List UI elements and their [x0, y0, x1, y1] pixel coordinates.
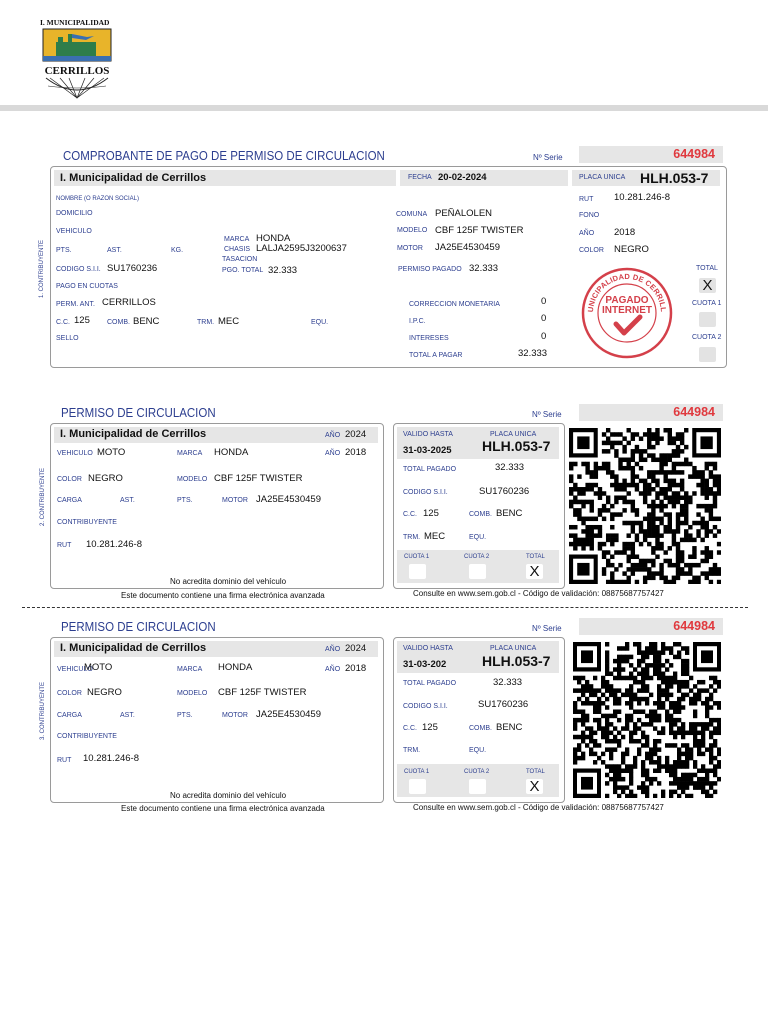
- cuota2-label: CUOTA 2: [464, 769, 490, 775]
- total-check: [699, 278, 716, 293]
- color-value: NEGRO: [614, 244, 649, 255]
- intereses-label: INTERESES: [409, 335, 449, 342]
- stamp-check-icon: [616, 317, 640, 333]
- no-acredita-text: No acredita dominio del vehículo: [170, 577, 287, 586]
- cuota2-check: [469, 779, 486, 794]
- modelo-label: MODELO: [177, 476, 208, 483]
- cut-line: [22, 607, 748, 608]
- marca-value: HONDA: [256, 233, 291, 244]
- anio-label: AÑO: [579, 230, 595, 237]
- cc-value: 125: [422, 722, 438, 733]
- cuota2-check: [469, 564, 486, 579]
- perm-ant-label: PERM. ANT.: [56, 301, 95, 308]
- fecha-label: FECHA: [408, 174, 432, 181]
- permiso-municipality: I. Municipalidad de Cerrillos: [60, 642, 207, 654]
- permiso-serie: 644984: [579, 618, 723, 635]
- firma-text: Este documento contiene una firma electrónica avanzada: [121, 804, 325, 813]
- nombre-label: NOMBRE (O RAZON SOCIAL): [56, 196, 140, 202]
- anio-veh-value: 2018: [345, 663, 367, 674]
- valido-label: VALIDO HASTA: [403, 645, 453, 652]
- vehiculo-label: VEHICULO: [57, 666, 93, 673]
- contribuyente-label: CONTRIBUYENTE: [57, 519, 117, 526]
- codigo-value: SU1760236: [478, 699, 529, 710]
- motor-label: MOTOR: [222, 497, 248, 504]
- codigo-value: SU1760236: [479, 486, 530, 497]
- qr-code: [573, 642, 721, 798]
- cuota1-check: [409, 564, 426, 579]
- rut-value: 10.281.246-8: [83, 753, 139, 764]
- comuna-label: COMUNA: [396, 211, 428, 218]
- total-check-mark: X: [529, 778, 540, 795]
- permiso-section-2: [0, 404, 768, 604]
- comuna-value: PEÑALOLEN: [435, 208, 493, 219]
- pgo-total-label: PGO. TOTAL: [222, 267, 264, 274]
- comprobante-title: COMPROBANTE DE PAGO DE PERMISO DE CIRCULACION: [63, 149, 385, 163]
- domicilio-label: DOMICILIO: [56, 210, 93, 217]
- permiso-side-label: 2. CONTRIBUYENTE: [40, 467, 46, 526]
- trm-label: TRM.: [403, 747, 421, 754]
- total-label: TOTAL: [526, 554, 545, 560]
- anio-veh-label: AÑO: [325, 450, 341, 457]
- modelo-value: CBF 125F TWISTER: [214, 473, 303, 484]
- rut-value: 10.281.246-8: [614, 192, 670, 203]
- trm-label: TRM.: [197, 319, 215, 326]
- marca-value: HONDA: [214, 447, 249, 458]
- cuota1-label: CUOTA 1: [404, 769, 430, 775]
- pts-label: PTS.: [177, 497, 193, 504]
- fono-label: FONO: [579, 212, 600, 219]
- trm-value: MEC: [424, 531, 446, 542]
- ast-label: AST.: [107, 247, 122, 254]
- total-pagado-value: 32.333: [493, 677, 523, 688]
- placa-label: PLACA UNICA: [579, 174, 626, 181]
- qr-code: [569, 428, 721, 584]
- modelo-value: CBF 125F TWISTER: [435, 225, 524, 236]
- ipc-label: I.P.C.: [409, 318, 426, 325]
- trm-value: MEC: [218, 316, 240, 327]
- cc-label: C.C.: [56, 319, 70, 326]
- permiso-pagado-value: 32.333: [469, 263, 499, 274]
- pts-label: PTS.: [56, 247, 72, 254]
- kg-label: KG.: [171, 247, 184, 254]
- codigo-label: CODIGO S.I.I.: [403, 489, 448, 496]
- cuota1-label: CUOTA 1: [404, 554, 430, 560]
- permiso-municipality: I. Municipalidad de Cerrillos: [60, 428, 207, 440]
- total-pagar-label: TOTAL A PAGAR: [409, 352, 463, 359]
- paid-stamp: [580, 266, 674, 360]
- total-check: [526, 779, 543, 794]
- permiso-pagado-label: PERMISO PAGADO: [398, 266, 462, 273]
- motor-label: MOTOR: [222, 712, 248, 719]
- total-pagar-value: 32.333: [518, 348, 548, 359]
- motor-value: JA25E4530459: [256, 709, 321, 720]
- permiso-anio: 2024: [345, 429, 367, 440]
- permiso-anio: 2024: [345, 643, 367, 654]
- permiso-section-3: [0, 618, 768, 818]
- cuota2-label: CUOTA 2: [692, 334, 722, 341]
- color-value: NEGRO: [87, 687, 122, 698]
- total-label: TOTAL: [526, 769, 545, 775]
- rut-label: RUT: [579, 196, 594, 203]
- comb-label: COMB.: [469, 511, 492, 518]
- cc-value: 125: [423, 508, 439, 519]
- cc-label: C.C.: [403, 725, 417, 732]
- permiso-serie-label: Nº Serie: [532, 624, 562, 633]
- cc-value: 125: [74, 315, 90, 326]
- valido-label: VALIDO HASTA: [403, 431, 453, 438]
- total-pagado-value: 32.333: [495, 462, 525, 473]
- marca-label: MARCA: [224, 236, 250, 243]
- comb-value: BENC: [496, 508, 523, 519]
- vehiculo-label: VEHICULO: [57, 450, 93, 457]
- municipality-logo: [40, 18, 114, 100]
- vehiculo-value: MOTO: [97, 447, 126, 458]
- chasis-value: LALJA2595J3200637: [256, 243, 347, 254]
- rut-label: RUT: [57, 542, 72, 549]
- placa-label: PLACA UNICA: [490, 431, 537, 438]
- intereses-value: 0: [541, 331, 547, 342]
- total-check-mark: X: [529, 563, 540, 580]
- permiso-anio-label: AÑO: [325, 646, 341, 653]
- anio-veh-value: 2018: [345, 447, 367, 458]
- cuota2-label: CUOTA 2: [464, 554, 490, 560]
- carga-label: CARGA: [57, 497, 82, 504]
- placa-value: HLH.053-7: [482, 438, 551, 454]
- contribuyente-label: CONTRIBUYENTE: [57, 733, 117, 740]
- ast-label: AST.: [120, 497, 135, 504]
- header-divider: [0, 105, 768, 111]
- pgo-total-value: 32.333: [268, 265, 298, 276]
- comb-value: BENC: [496, 722, 523, 733]
- motor-value: JA25E4530459: [256, 494, 321, 505]
- marca-value: HONDA: [218, 662, 253, 673]
- ipc-value: 0: [541, 313, 547, 324]
- permiso-title: PERMISO DE CIRCULACION: [61, 620, 216, 634]
- modelo-label: MODELO: [177, 690, 208, 697]
- rut-value: 10.281.246-8: [86, 539, 142, 550]
- color-value: NEGRO: [88, 473, 123, 484]
- codigo-value: SU1760236: [107, 263, 158, 274]
- cc-label: C.C.: [403, 511, 417, 518]
- comb-label: COMB.: [469, 725, 492, 732]
- ast-label: AST.: [120, 712, 135, 719]
- consulte-prefix: Consulte en www.sem.gob.cl - Código de validación:: [413, 589, 600, 598]
- motor-value: JA25E4530459: [435, 242, 500, 253]
- comprobante-serie: 644984: [579, 146, 723, 163]
- paid-stamp-graphic: [580, 266, 674, 360]
- equ-label: EQU.: [311, 319, 329, 326]
- marca-label: MARCA: [177, 450, 203, 457]
- color-label: COLOR: [57, 690, 82, 697]
- svg-text:CERRILLOS: CERRILLOS: [44, 65, 110, 77]
- motor-label: MOTOR: [397, 245, 423, 252]
- vehiculo-label: VEHICULO: [56, 228, 92, 235]
- tasacion-label: TASACION: [222, 256, 258, 263]
- codigo-label: CODIGO S.I.I.: [403, 703, 448, 710]
- anio-veh-label: AÑO: [325, 666, 341, 673]
- modelo-label: MODELO: [397, 227, 428, 234]
- logo-top-text: I. MUNICIPALIDAD: [40, 18, 110, 27]
- total-check-mark: X: [702, 277, 713, 294]
- cuota1-check: [409, 779, 426, 794]
- color-label: COLOR: [57, 476, 82, 483]
- placa-value: HLH.053-7: [482, 653, 551, 669]
- comprobante-municipality: I. Municipalidad de Cerrillos: [60, 172, 207, 184]
- modelo-value: CBF 125F TWISTER: [218, 687, 307, 698]
- vehiculo-value: MOTO: [84, 662, 113, 673]
- chasis-label: CHASIS: [224, 246, 251, 253]
- equ-label: EQU.: [469, 534, 487, 541]
- cuota1-label: CUOTA 1: [692, 300, 722, 307]
- anio-value: 2018: [614, 227, 636, 238]
- cuota2-check: [699, 347, 716, 362]
- equ-label: EQU.: [469, 747, 487, 754]
- valido-value: 31-03-202: [403, 659, 447, 670]
- stamp-ring-text: UNICIPALIDAD DE CERRILL: [585, 271, 669, 313]
- correccion-value: 0: [541, 296, 547, 307]
- total-pagado-label: TOTAL PAGADO: [403, 466, 457, 473]
- comb-label: COMB.: [107, 319, 130, 326]
- comprobante-serie-label: Nº Serie: [533, 153, 563, 162]
- comb-value: BENC: [133, 316, 160, 327]
- sello-label: SELLO: [56, 335, 79, 342]
- consulte-prefix: Consulte en www.sem.gob.cl - Código de validación:: [413, 803, 600, 812]
- validation-code: 08875687757427: [601, 803, 664, 812]
- permiso-serie-label: Nº Serie: [532, 410, 562, 419]
- permiso-anio-label: AÑO: [325, 432, 341, 439]
- carga-label: CARGA: [57, 712, 82, 719]
- marca-label: MARCA: [177, 666, 203, 673]
- stamp-line2: INTERNET: [602, 305, 652, 316]
- no-acredita-text: No acredita dominio del vehículo: [170, 791, 287, 800]
- permiso-side-label: 3. CONTRIBUYENTE: [40, 681, 46, 740]
- total-pagado-label: TOTAL PAGADO: [403, 680, 457, 687]
- placa-value: HLH.053-7: [640, 170, 709, 186]
- stamp-line1: PAGADO: [605, 295, 649, 306]
- firma-text: Este documento contiene una firma electrónica avanzada: [121, 591, 325, 600]
- fecha-value: 20-02-2024: [438, 172, 487, 183]
- rut-label: RUT: [57, 757, 72, 764]
- trm-label: TRM.: [403, 534, 421, 541]
- validation-code: 08875687757427: [601, 589, 664, 598]
- consulte-text: [413, 589, 664, 598]
- placa-label: PLACA UNICA: [490, 645, 537, 652]
- pts-label: PTS.: [177, 712, 193, 719]
- total-check: [526, 564, 543, 579]
- correccion-label: CORRECCION MONETARIA: [409, 301, 500, 308]
- permiso-title: PERMISO DE CIRCULACION: [61, 406, 216, 420]
- valido-value: 31-03-2025: [403, 445, 452, 456]
- logo-emblem: [42, 28, 112, 100]
- perm-ant-value: CERRILLOS: [102, 297, 156, 308]
- consulte-text: [413, 803, 664, 812]
- pago-cuotas-label: PAGO EN CUOTAS: [56, 283, 118, 290]
- cuota1-check: [699, 312, 716, 327]
- total-label: TOTAL: [696, 265, 718, 272]
- comprobante-side-label: 1. CONTRIBUYENTE: [39, 239, 45, 298]
- codigo-label: CODIGO S.I.I.: [56, 266, 101, 273]
- color-label: COLOR: [579, 247, 604, 254]
- permiso-serie: 644984: [579, 404, 723, 421]
